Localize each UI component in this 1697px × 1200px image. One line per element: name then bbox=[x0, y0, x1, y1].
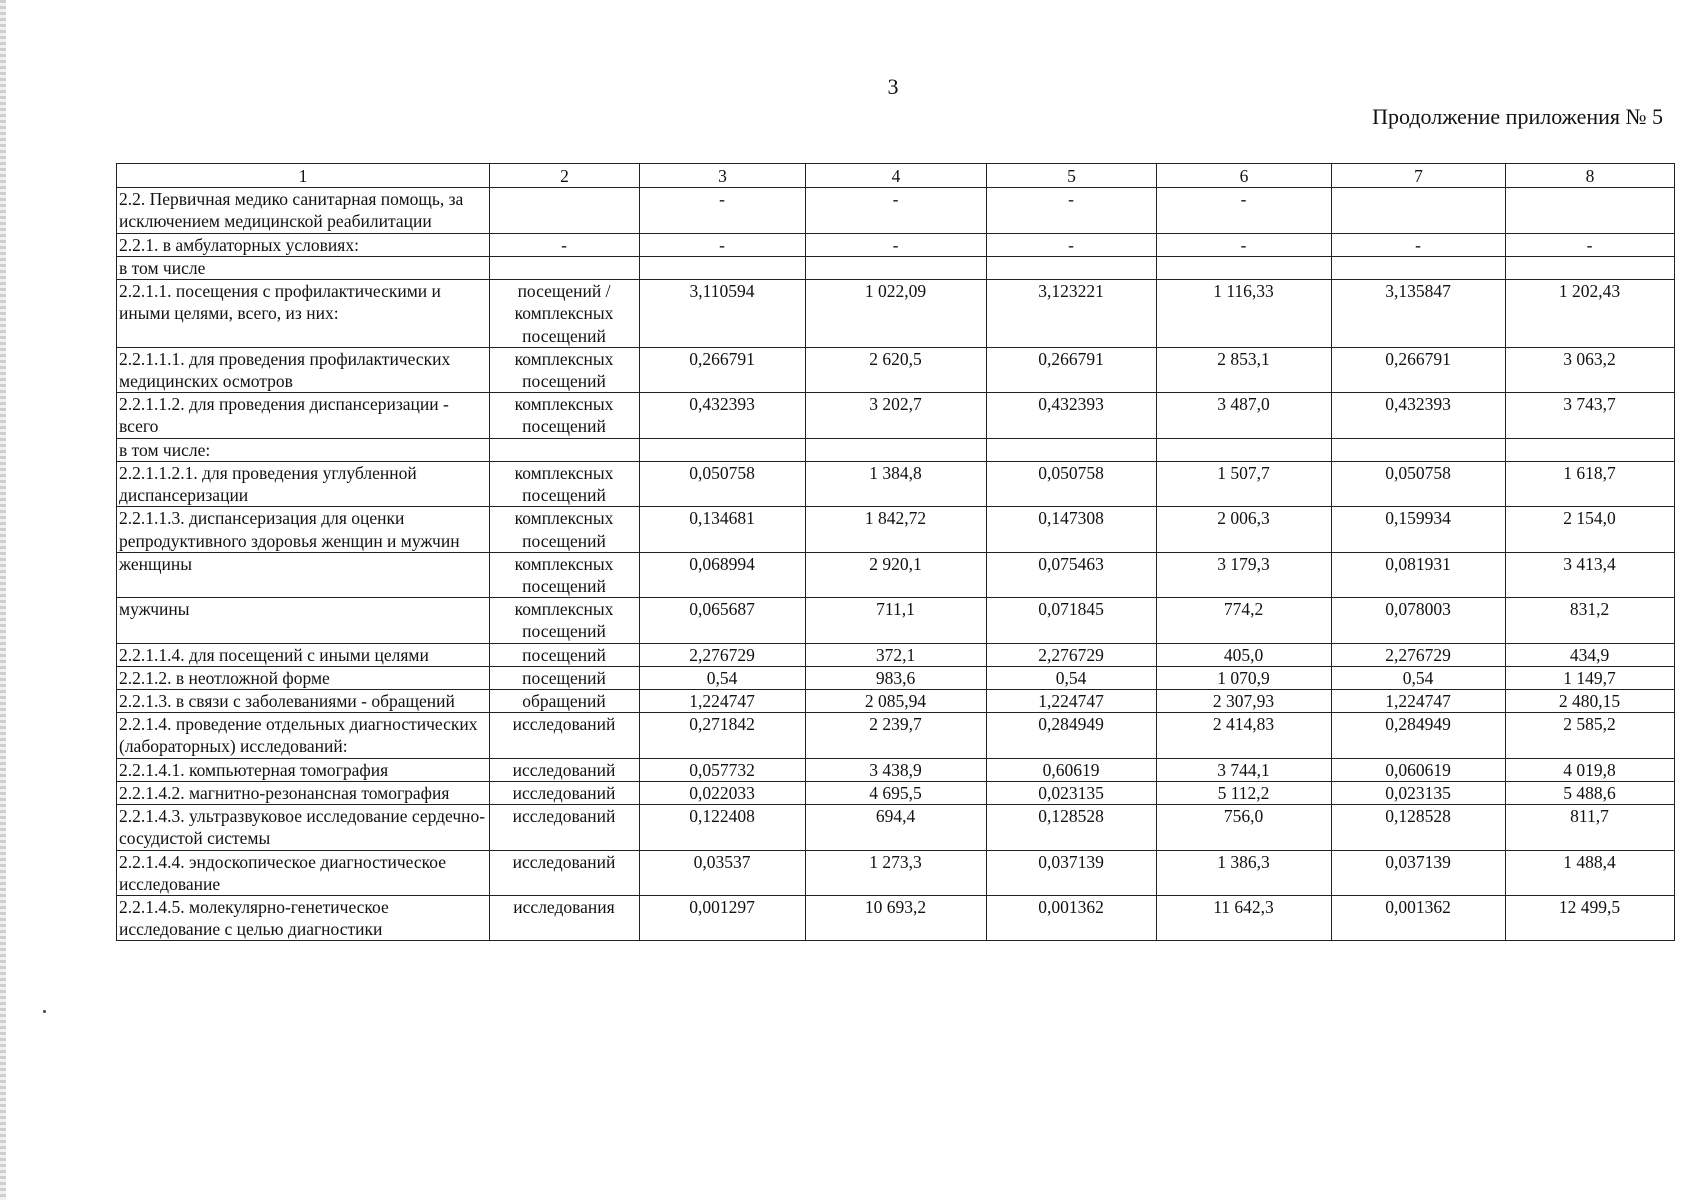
row-value-cell bbox=[1506, 438, 1675, 461]
row-value-cell: - bbox=[987, 188, 1157, 233]
row-value-cell: - bbox=[1157, 233, 1332, 256]
row-name-cell: 2.2.1.4.3. ультразвуковое исследование сердечно-сосудистой системы bbox=[117, 805, 490, 850]
row-value-cell: 774,2 bbox=[1157, 598, 1332, 643]
row-unit-cell: комплексных посещений bbox=[490, 461, 640, 506]
row-value-cell: 2 006,3 bbox=[1157, 507, 1332, 552]
table-row bbox=[117, 666, 1675, 689]
row-value-cell: 2 154,0 bbox=[1506, 507, 1675, 552]
row-value-cell: 0,075463 bbox=[987, 552, 1157, 597]
row-value-cell: 1,224747 bbox=[1332, 690, 1506, 713]
row-value-cell: 0,432393 bbox=[1332, 393, 1506, 438]
row-value-cell: 0,081931 bbox=[1332, 552, 1506, 597]
scan-edge bbox=[0, 0, 6, 1200]
row-unit-cell bbox=[490, 188, 640, 233]
row-name-cell: 2.2.1.3. в связи с заболеваниями - обращений bbox=[117, 690, 490, 713]
row-value-cell: 5 488,6 bbox=[1506, 781, 1675, 804]
row-unit-cell: исследований bbox=[490, 850, 640, 895]
row-value-cell: 372,1 bbox=[806, 643, 987, 666]
row-unit-cell: исследований bbox=[490, 713, 640, 758]
row-unit-cell: - bbox=[490, 233, 640, 256]
row-value-cell: 0,128528 bbox=[987, 805, 1157, 850]
row-value-cell: - bbox=[1506, 233, 1675, 256]
row-value-cell: 0,022033 bbox=[640, 781, 806, 804]
row-value-cell: 2 920,1 bbox=[806, 552, 987, 597]
row-value-cell: 0,065687 bbox=[640, 598, 806, 643]
row-value-cell: 434,9 bbox=[1506, 643, 1675, 666]
row-value-cell: 0,023135 bbox=[987, 781, 1157, 804]
row-value-cell: 5 112,2 bbox=[1157, 781, 1332, 804]
row-unit-cell: комплексных посещений bbox=[490, 347, 640, 392]
row-value-cell: 0,060619 bbox=[1332, 758, 1506, 781]
row-unit-cell: исследования bbox=[490, 896, 640, 941]
row-value-cell: 0,122408 bbox=[640, 805, 806, 850]
table-row bbox=[117, 256, 1675, 279]
row-name-cell: мужчины bbox=[117, 598, 490, 643]
row-value-cell: 0,266791 bbox=[1332, 347, 1506, 392]
row-value-cell: 1,224747 bbox=[640, 690, 806, 713]
table-row bbox=[117, 347, 1675, 392]
row-value-cell bbox=[1157, 256, 1332, 279]
row-value-cell: 1 149,7 bbox=[1506, 666, 1675, 689]
row-value-cell: 831,2 bbox=[1506, 598, 1675, 643]
row-value-cell bbox=[640, 256, 806, 279]
row-value-cell: 1 202,43 bbox=[1506, 280, 1675, 348]
row-value-cell bbox=[640, 438, 806, 461]
row-value-cell bbox=[1506, 188, 1675, 233]
row-value-cell: - bbox=[1332, 233, 1506, 256]
row-value-cell: 2 239,7 bbox=[806, 713, 987, 758]
table-row bbox=[117, 598, 1675, 643]
table-body bbox=[117, 188, 1675, 941]
row-value-cell: 0,023135 bbox=[1332, 781, 1506, 804]
row-value-cell: 3,135847 bbox=[1332, 280, 1506, 348]
column-header: 1 bbox=[117, 164, 490, 188]
row-value-cell: 0,057732 bbox=[640, 758, 806, 781]
row-value-cell: 1 618,7 bbox=[1506, 461, 1675, 506]
row-value-cell: 3 438,9 bbox=[806, 758, 987, 781]
row-value-cell bbox=[1332, 438, 1506, 461]
row-value-cell: 1 842,72 bbox=[806, 507, 987, 552]
table-row bbox=[117, 393, 1675, 438]
table-row bbox=[117, 461, 1675, 506]
row-value-cell bbox=[1332, 188, 1506, 233]
row-value-cell: 0,037139 bbox=[1332, 850, 1506, 895]
row-value-cell: 0,284949 bbox=[1332, 713, 1506, 758]
row-value-cell: 1 488,4 bbox=[1506, 850, 1675, 895]
row-value-cell: 2,276729 bbox=[1332, 643, 1506, 666]
column-header: 7 bbox=[1332, 164, 1506, 188]
row-name-cell: 2.2.1.1. посещения с профилактическими и иными целями, всего, из них: bbox=[117, 280, 490, 348]
row-unit-cell: комплексных посещений bbox=[490, 552, 640, 597]
row-value-cell: 12 499,5 bbox=[1506, 896, 1675, 941]
row-value-cell: - bbox=[806, 233, 987, 256]
row-value-cell: 0,001362 bbox=[987, 896, 1157, 941]
row-value-cell: 3 743,7 bbox=[1506, 393, 1675, 438]
row-value-cell: 0,134681 bbox=[640, 507, 806, 552]
row-name-cell: 2.2.1.1.2. для проведения диспансеризации - всего bbox=[117, 393, 490, 438]
table-row bbox=[117, 713, 1675, 758]
table-row bbox=[117, 690, 1675, 713]
row-value-cell: 711,1 bbox=[806, 598, 987, 643]
row-name-cell: в том числе: bbox=[117, 438, 490, 461]
row-value-cell bbox=[1332, 256, 1506, 279]
table-row bbox=[117, 643, 1675, 666]
row-value-cell: 0,050758 bbox=[1332, 461, 1506, 506]
header-row bbox=[117, 164, 1675, 188]
row-value-cell: 0,050758 bbox=[987, 461, 1157, 506]
row-name-cell: 2.2.1.1.2.1. для проведения углубленной диспансеризации bbox=[117, 461, 490, 506]
row-value-cell: 756,0 bbox=[1157, 805, 1332, 850]
scan-speck bbox=[43, 1010, 46, 1013]
row-value-cell: 0,03537 bbox=[640, 850, 806, 895]
table-row bbox=[117, 507, 1675, 552]
row-unit-cell: обращений bbox=[490, 690, 640, 713]
row-value-cell: 1 070,9 bbox=[1157, 666, 1332, 689]
row-value-cell bbox=[806, 256, 987, 279]
row-unit-cell: исследований bbox=[490, 781, 640, 804]
row-value-cell: 0,54 bbox=[987, 666, 1157, 689]
table-row bbox=[117, 438, 1675, 461]
row-value-cell bbox=[987, 438, 1157, 461]
row-value-cell bbox=[1157, 438, 1332, 461]
row-value-cell: 1,224747 bbox=[987, 690, 1157, 713]
row-unit-cell bbox=[490, 438, 640, 461]
row-value-cell: 0,266791 bbox=[640, 347, 806, 392]
data-table bbox=[116, 163, 1675, 941]
row-value-cell: - bbox=[640, 233, 806, 256]
row-name-cell: 2.2.1.4.2. магнитно-резонансная томография bbox=[117, 781, 490, 804]
row-value-cell: 3 202,7 bbox=[806, 393, 987, 438]
row-value-cell: 0,54 bbox=[1332, 666, 1506, 689]
row-value-cell: 0,071845 bbox=[987, 598, 1157, 643]
row-name-cell: 2.2.1.2. в неотложной форме bbox=[117, 666, 490, 689]
row-value-cell: 0,284949 bbox=[987, 713, 1157, 758]
row-value-cell: - bbox=[640, 188, 806, 233]
row-value-cell: 2 480,15 bbox=[1506, 690, 1675, 713]
row-value-cell: 3 413,4 bbox=[1506, 552, 1675, 597]
table-row bbox=[117, 280, 1675, 348]
row-name-cell: женщины bbox=[117, 552, 490, 597]
table-row bbox=[117, 233, 1675, 256]
row-unit-cell bbox=[490, 256, 640, 279]
row-value-cell: 0,001297 bbox=[640, 896, 806, 941]
row-unit-cell: комплексных посещений bbox=[490, 598, 640, 643]
row-value-cell: 0,001362 bbox=[1332, 896, 1506, 941]
column-header: 5 bbox=[987, 164, 1157, 188]
row-value-cell: 983,6 bbox=[806, 666, 987, 689]
row-value-cell: 0,432393 bbox=[987, 393, 1157, 438]
row-value-cell: 2 853,1 bbox=[1157, 347, 1332, 392]
row-value-cell: 1 507,7 bbox=[1157, 461, 1332, 506]
row-value-cell: 405,0 bbox=[1157, 643, 1332, 666]
row-value-cell: 3 487,0 bbox=[1157, 393, 1332, 438]
row-value-cell bbox=[1506, 256, 1675, 279]
row-value-cell: 10 693,2 bbox=[806, 896, 987, 941]
row-name-cell: 2.2.1.4.4. эндоскопическое диагностическое исследование bbox=[117, 850, 490, 895]
row-value-cell: 0,432393 bbox=[640, 393, 806, 438]
row-name-cell: 2.2.1.4.1. компьютерная томография bbox=[117, 758, 490, 781]
column-header: 2 bbox=[490, 164, 640, 188]
row-unit-cell: посещений bbox=[490, 666, 640, 689]
row-value-cell: - bbox=[1157, 188, 1332, 233]
row-unit-cell: комплексных посещений bbox=[490, 393, 640, 438]
row-value-cell: 2 307,93 bbox=[1157, 690, 1332, 713]
row-unit-cell: посещений /комплексных посещений bbox=[490, 280, 640, 348]
row-value-cell: 0,147308 bbox=[987, 507, 1157, 552]
row-value-cell: 0,159934 bbox=[1332, 507, 1506, 552]
row-value-cell: 0,128528 bbox=[1332, 805, 1506, 850]
row-value-cell: 0,266791 bbox=[987, 347, 1157, 392]
row-value-cell: 694,4 bbox=[806, 805, 987, 850]
table-row bbox=[117, 805, 1675, 850]
row-value-cell: 0,050758 bbox=[640, 461, 806, 506]
row-value-cell: 3 744,1 bbox=[1157, 758, 1332, 781]
column-header: 8 bbox=[1506, 164, 1675, 188]
row-value-cell: 2 585,2 bbox=[1506, 713, 1675, 758]
row-value-cell: 3,123221 bbox=[987, 280, 1157, 348]
row-value-cell: 4 019,8 bbox=[1506, 758, 1675, 781]
row-value-cell: 0,037139 bbox=[987, 850, 1157, 895]
row-unit-cell: исследований bbox=[490, 805, 640, 850]
row-name-cell: 2.2.1.4.5. молекулярно-генетическое исследование с целью диагностики bbox=[117, 896, 490, 941]
row-name-cell: 2.2. Первичная медико санитарная помощь, за исключением медицинской реабилитации bbox=[117, 188, 490, 233]
row-name-cell: 2.2.1.4. проведение отдельных диагностических (лабораторных) исследований: bbox=[117, 713, 490, 758]
row-value-cell: 2 620,5 bbox=[806, 347, 987, 392]
row-name-cell: 2.2.1.1.3. диспансеризация для оценки репродуктивного здоровья женщин и мужчин bbox=[117, 507, 490, 552]
row-value-cell: 11 642,3 bbox=[1157, 896, 1332, 941]
table-row bbox=[117, 850, 1675, 895]
row-name-cell: 2.2.1.1.1. для проведения профилактических медицинских осмотров bbox=[117, 347, 490, 392]
row-unit-cell: комплексных посещений bbox=[490, 507, 640, 552]
row-value-cell: 0,54 bbox=[640, 666, 806, 689]
column-header: 4 bbox=[806, 164, 987, 188]
row-value-cell: 0,271842 bbox=[640, 713, 806, 758]
row-value-cell bbox=[806, 438, 987, 461]
table-row bbox=[117, 781, 1675, 804]
table-row bbox=[117, 896, 1675, 941]
row-value-cell: 1 273,3 bbox=[806, 850, 987, 895]
row-value-cell: 4 695,5 bbox=[806, 781, 987, 804]
row-value-cell: 0,078003 bbox=[1332, 598, 1506, 643]
row-value-cell: 2,276729 bbox=[987, 643, 1157, 666]
page-number: 3 bbox=[887, 74, 899, 99]
row-name-cell: в том числе bbox=[117, 256, 490, 279]
row-value-cell: 0,60619 bbox=[987, 758, 1157, 781]
row-value-cell: - bbox=[987, 233, 1157, 256]
table-row bbox=[117, 188, 1675, 233]
row-value-cell: 811,7 bbox=[1506, 805, 1675, 850]
row-value-cell: 0,068994 bbox=[640, 552, 806, 597]
row-unit-cell: посещений bbox=[490, 643, 640, 666]
row-value-cell: - bbox=[806, 188, 987, 233]
row-value-cell: 3,110594 bbox=[640, 280, 806, 348]
row-unit-cell: исследований bbox=[490, 758, 640, 781]
row-value-cell: 2 414,83 bbox=[1157, 713, 1332, 758]
table-row bbox=[117, 552, 1675, 597]
row-value-cell: 1 116,33 bbox=[1157, 280, 1332, 348]
row-name-cell: 2.2.1.1.4. для посещений с иными целями bbox=[117, 643, 490, 666]
row-name-cell: 2.2.1. в амбулаторных условиях: bbox=[117, 233, 490, 256]
row-value-cell: 3 179,3 bbox=[1157, 552, 1332, 597]
appendix-title: Продолжение приложения № 5 bbox=[1372, 104, 1663, 129]
row-value-cell: 2 085,94 bbox=[806, 690, 987, 713]
column-header: 3 bbox=[640, 164, 806, 188]
row-value-cell: 1 386,3 bbox=[1157, 850, 1332, 895]
row-value-cell bbox=[987, 256, 1157, 279]
table-row bbox=[117, 758, 1675, 781]
row-value-cell: 1 384,8 bbox=[806, 461, 987, 506]
row-value-cell: 3 063,2 bbox=[1506, 347, 1675, 392]
row-value-cell: 1 022,09 bbox=[806, 280, 987, 348]
column-header: 6 bbox=[1157, 164, 1332, 188]
row-value-cell: 2,276729 bbox=[640, 643, 806, 666]
